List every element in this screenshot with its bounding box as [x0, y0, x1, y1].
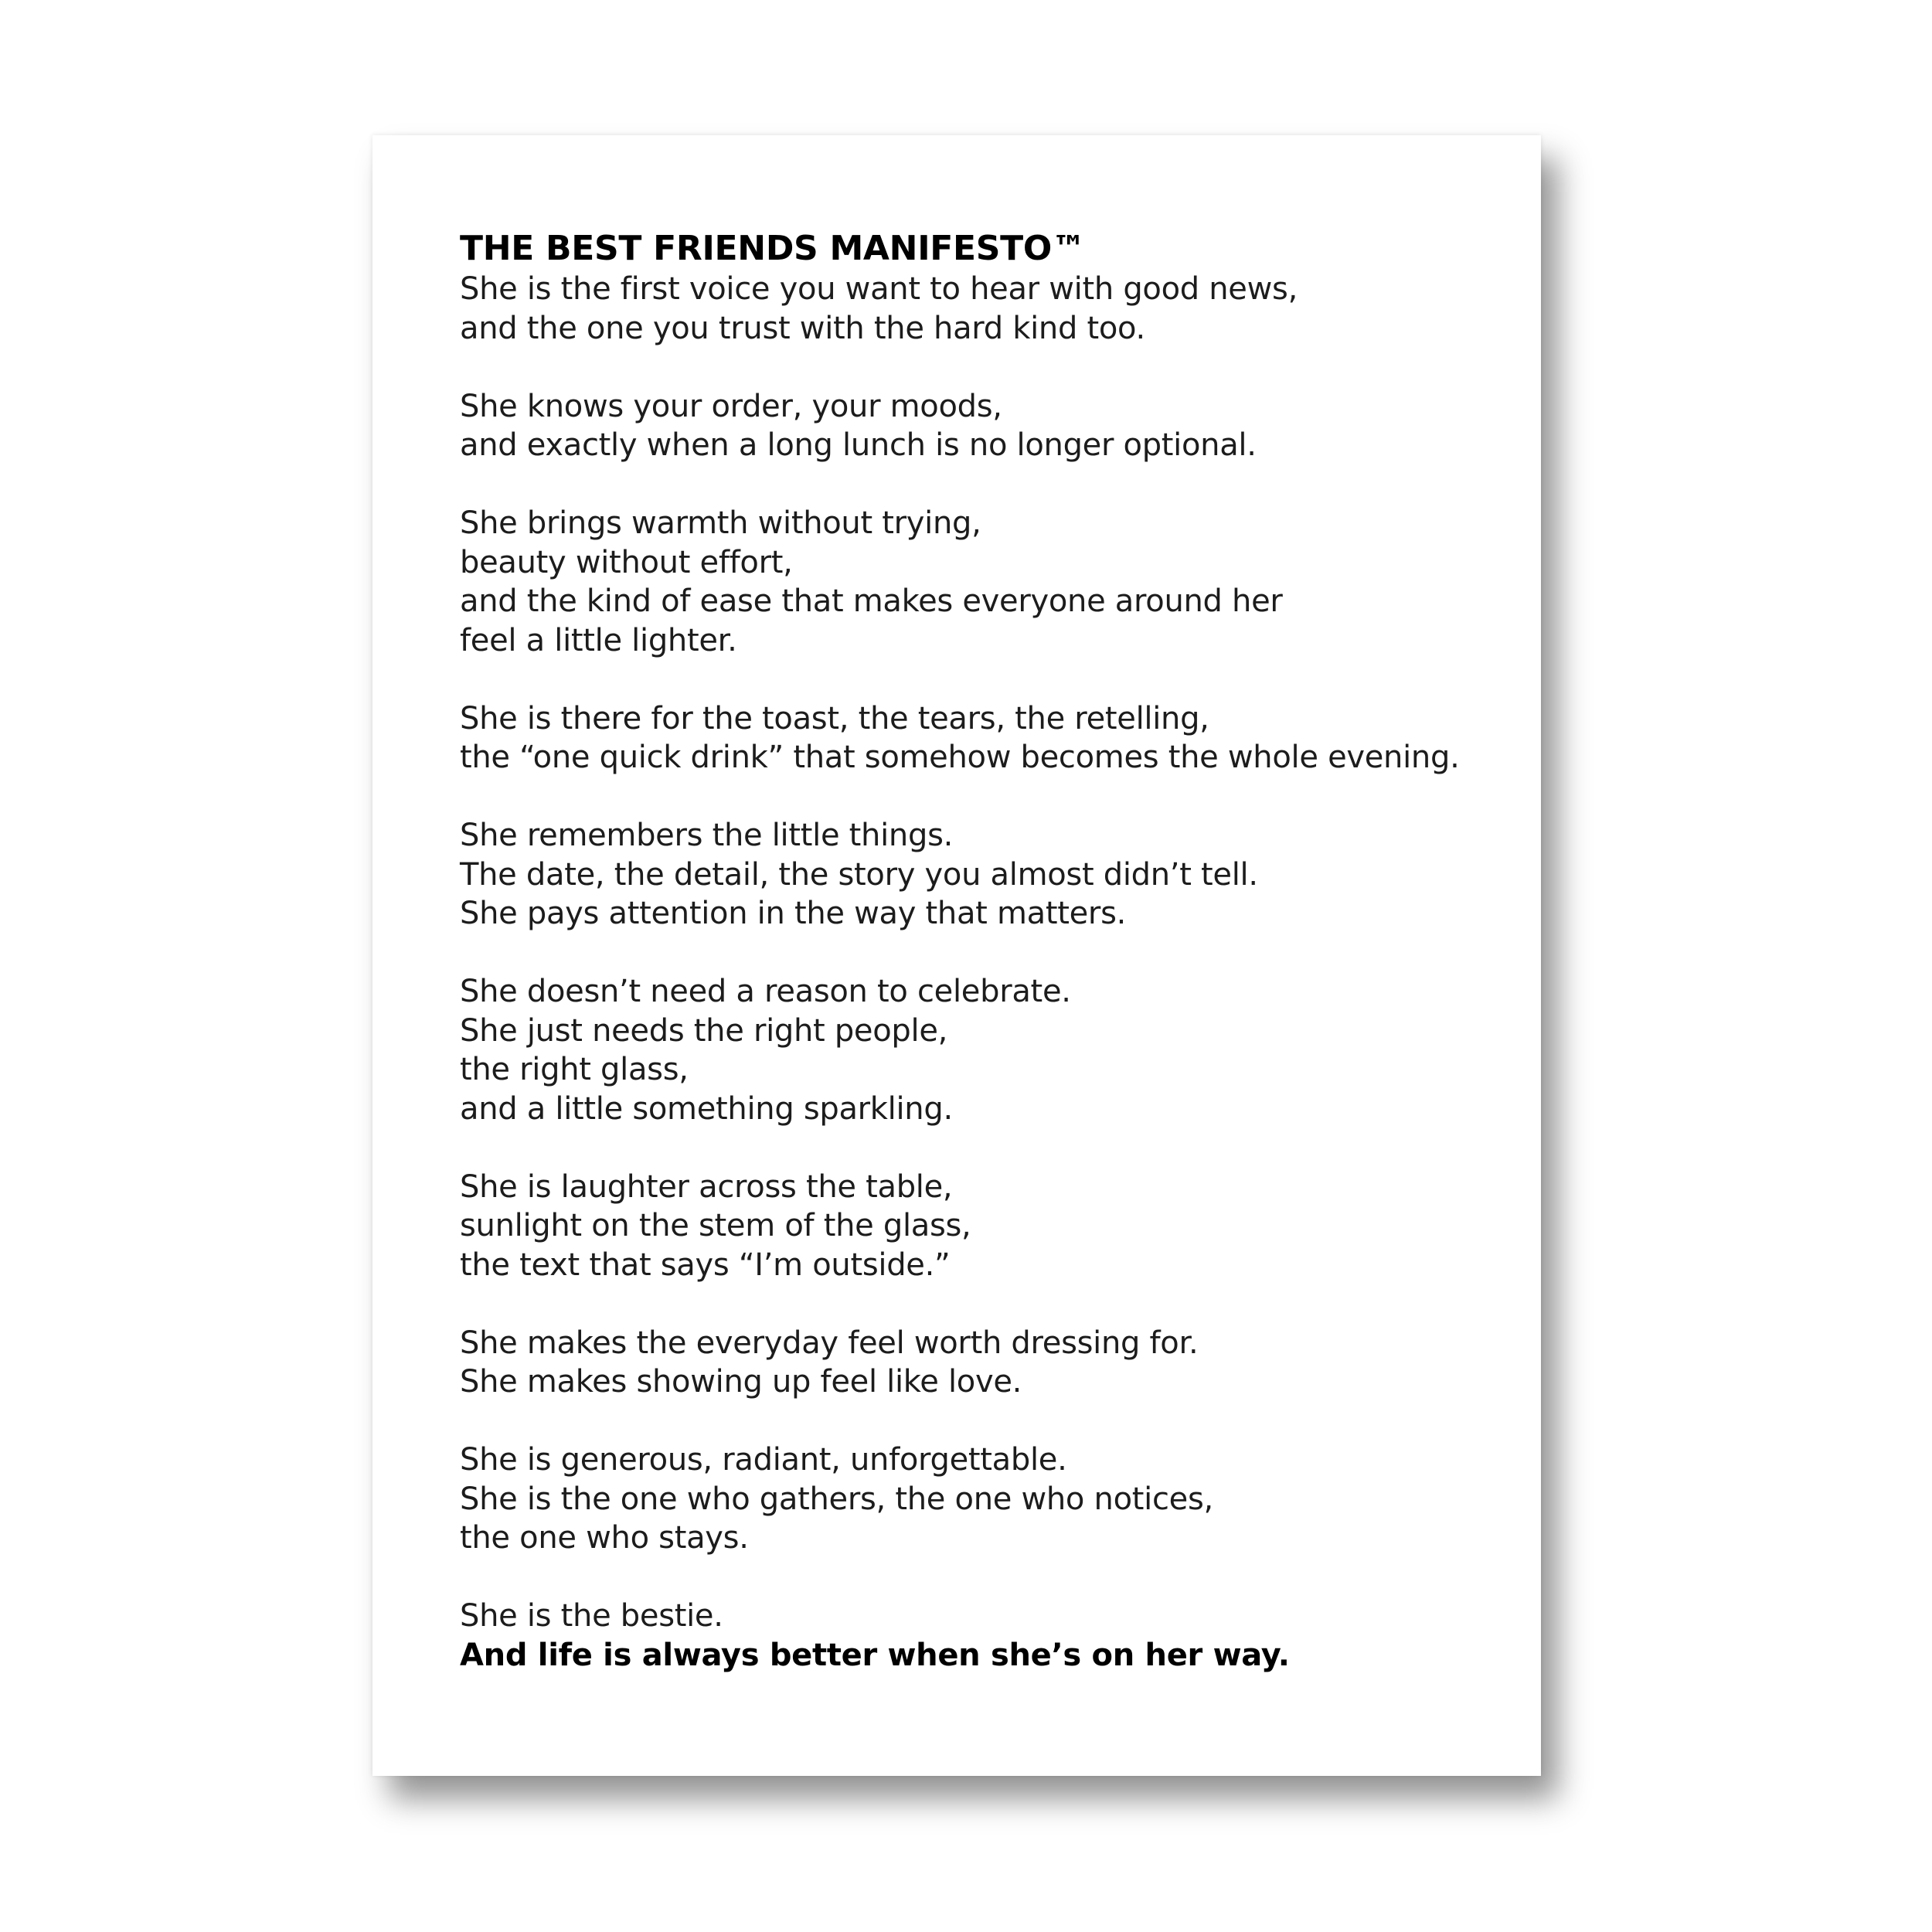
stanza: [460, 972, 1495, 1128]
stanza-line: the “one quick drink” that somehow becomes the whole evening.: [460, 740, 1460, 775]
stanza-line: She is the one who gathers, the one who notices,: [460, 1481, 1213, 1517]
stanza: [460, 816, 1495, 934]
stanza-line: She is the bestie.: [460, 1598, 723, 1634]
stanza-line: the one who stays.: [460, 1520, 749, 1556]
stanza-line: the text that says “I’m outside.”: [460, 1247, 951, 1283]
stanza: [460, 1168, 1495, 1285]
stanza-line: sunlight on the stem of the glass,: [460, 1208, 971, 1243]
closing-line: And life is always better when she’s on her way.: [460, 1637, 1290, 1673]
stanza-line: She makes the everyday feel worth dressing for.: [460, 1325, 1199, 1361]
manifesto-card: [372, 135, 1541, 1776]
stanza-line: She is the first voice you want to hear with good news,: [460, 271, 1298, 307]
stanza: [460, 270, 1495, 348]
stanza-line: and the kind of ease that makes everyone around her: [460, 583, 1283, 619]
stanza: [460, 1597, 1495, 1675]
stanza-line: feel a little lighter.: [460, 622, 737, 658]
stanza-line: and the one you trust with the hard kind too.: [460, 310, 1145, 346]
stanza: [460, 387, 1495, 465]
stanza-line: She is there for the toast, the tears, the retelling,: [460, 700, 1209, 736]
stanza-line: She just needs the right people,: [460, 1012, 948, 1049]
stanza-line: She brings warmth without trying,: [460, 505, 981, 541]
stanza-line: and exactly when a long lunch is no longer optional.: [460, 427, 1257, 463]
stanza-line: and a little something sparkling.: [460, 1090, 953, 1127]
stanza-line: beauty without effort,: [460, 544, 793, 580]
stanza-line: The date, the detail, the story you almost didn’t tell.: [460, 856, 1258, 893]
stanza-line: She is laughter across the table,: [460, 1168, 953, 1205]
stanza-line: She makes showing up feel like love.: [460, 1364, 1022, 1400]
manifesto-content: [460, 228, 1495, 1675]
stanza: [460, 699, 1495, 777]
stanza-line: She knows your order, your moods,: [460, 388, 1002, 424]
stanza-line: She pays attention in the way that matters.: [460, 896, 1127, 931]
stanza-line: She remembers the little things.: [460, 818, 954, 853]
stanza-line: She is generous, radiant, unforgettable.: [460, 1442, 1067, 1478]
manifesto-title: THE BEST FRIENDS MANIFESTO™: [460, 229, 1086, 268]
stanza-line: She doesn’t need a reason to celebrate.: [460, 974, 1071, 1009]
stanza: [460, 1324, 1495, 1402]
stanza: [460, 504, 1495, 660]
stanza: [460, 1440, 1495, 1558]
stanza-line: the right glass,: [460, 1052, 689, 1087]
